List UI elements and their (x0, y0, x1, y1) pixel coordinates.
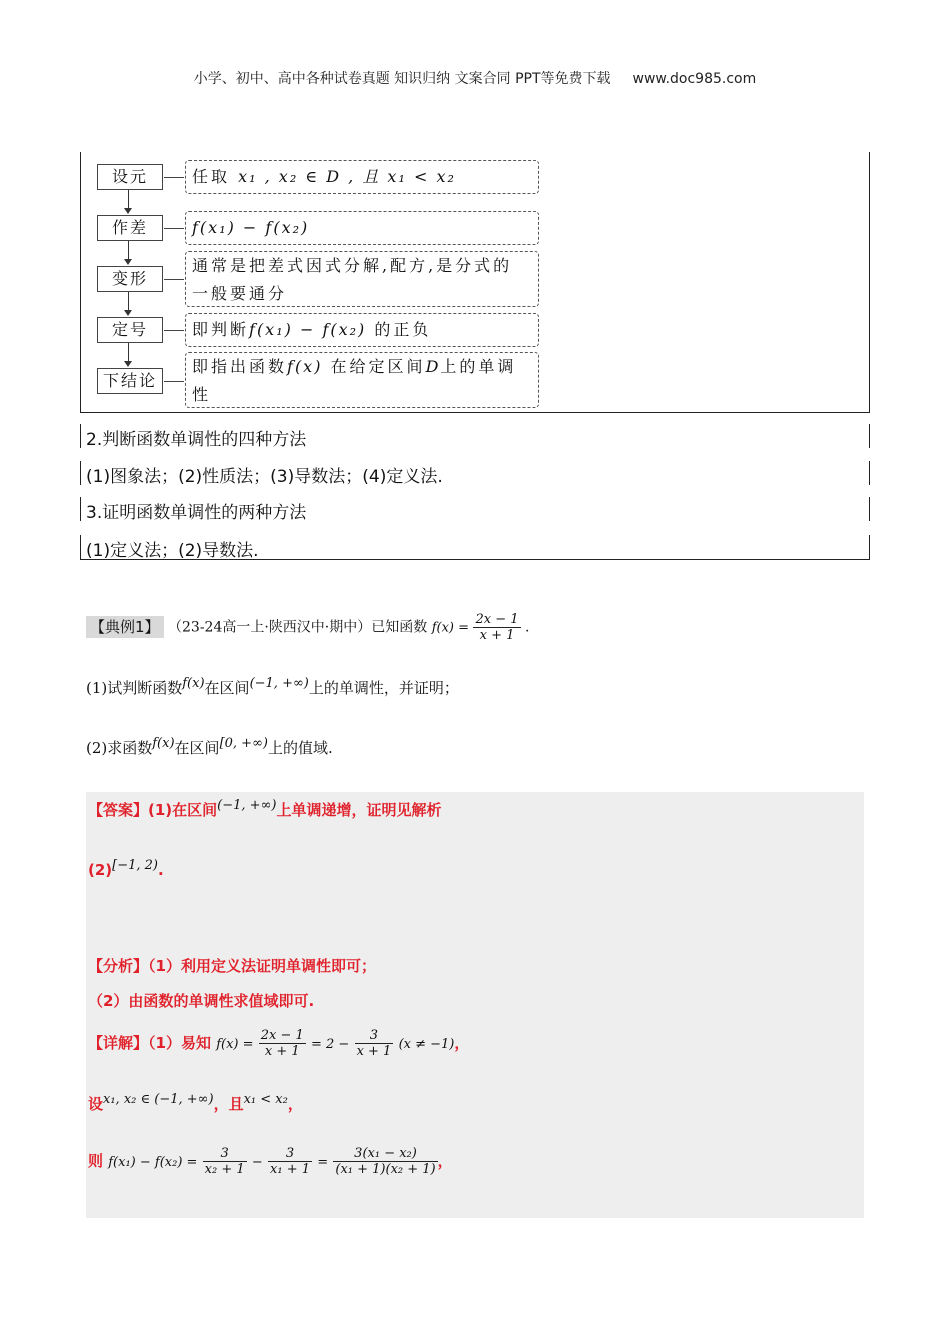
desc-box-diff (185, 211, 539, 245)
q-math: f(x) (182, 676, 205, 691)
desc-math: f(x₁) − f(x₂) (192, 218, 310, 237)
example-tag: 【典例1】 (86, 616, 164, 638)
connector-line (164, 228, 184, 229)
analysis-line-1 (88, 955, 376, 976)
desc-box-conclude (185, 352, 539, 408)
frame-right-line (869, 152, 870, 412)
detail-fraction (259, 1028, 306, 1059)
section-2-title: 2.判断函数单调性的四种方法 (86, 430, 307, 450)
q-text: (2)求函数 (86, 739, 153, 757)
connector-line (164, 279, 184, 280)
frame-divider (80, 412, 870, 413)
desc-text: 在给定区间 (330, 357, 426, 376)
frac-num: 3 (220, 1146, 229, 1161)
desc-math: x₁ , x₂ ∈ D , 且 x₁ < x₂ (238, 167, 456, 186)
row-border (80, 461, 81, 485)
punct: ， (287, 1095, 303, 1113)
arrow-down-icon (128, 343, 129, 365)
analysis-text: （2）由函数的单调性求值域即可. (88, 992, 315, 1010)
desc-box-set (185, 160, 539, 194)
question-1 (86, 676, 459, 698)
example-header (86, 612, 529, 643)
detail-text: 设 (88, 1095, 104, 1113)
header-text: 小学、初中、高中各种试卷真题 知识归纳 文案合同 PPT等免费下载 (193, 71, 611, 87)
frame-left-line (80, 152, 81, 412)
section-3-title: 3.证明函数单调性的两种方法 (86, 503, 307, 523)
answer-math: (−1, +∞) (217, 798, 277, 813)
connector-line (164, 330, 184, 331)
desc-text: 任取 (192, 167, 231, 186)
row-border (869, 461, 870, 485)
answer-line-1 (88, 798, 441, 820)
step-box-diff: 作差 (97, 215, 163, 241)
detail-math: = 2 − (311, 1037, 350, 1052)
detail-fraction (268, 1146, 312, 1177)
frac-num: 3(x₁ − x₂) (354, 1146, 417, 1161)
step-box-transform: 变形 (97, 266, 163, 292)
frac-den: x₁ + 1 (270, 1162, 311, 1177)
q-text: 上的值域. (267, 739, 333, 757)
detail-tag: 【详解】 (88, 1034, 149, 1052)
detail-text: ，且 (213, 1095, 244, 1113)
analysis-tag: 【分析】 (88, 957, 149, 975)
detail-math: − (251, 1155, 263, 1170)
step-box-conclude: 下结论 (97, 368, 163, 394)
q-math: (−1, +∞) (249, 676, 309, 691)
answer-text: (2) (88, 861, 113, 879)
connector-line (164, 381, 184, 382)
frac-den: x₂ + 1 (204, 1162, 245, 1177)
desc-text: 的正负 (374, 320, 432, 339)
detail-text: （1）易知 (148, 1034, 211, 1052)
arrow-down-icon (128, 241, 129, 263)
punct: ， (437, 1152, 453, 1170)
row-border (869, 424, 870, 448)
example-source: （23-24高一上·陕西汉中·期中）已知函数 (168, 619, 428, 636)
q-text: 上的单调性，并证明； (308, 679, 459, 697)
desc-text: 一般要通分 (192, 284, 288, 303)
desc-text: 性 (192, 385, 212, 404)
row-border (869, 497, 870, 521)
detail-math: f(x) = (216, 1037, 254, 1052)
step-box-set: 设元 (97, 164, 163, 190)
q-math: [0, +∞) (219, 736, 268, 751)
desc-math: f(x) (287, 357, 323, 376)
frac-den: (x₁ + 1)(x₂ + 1) (335, 1162, 436, 1177)
detail-math: x₁ < x₂ (243, 1092, 288, 1107)
desc-text: 即指出函数 (192, 357, 288, 376)
frac-den: x + 1 (356, 1044, 392, 1059)
q-math: f(x) (152, 736, 175, 751)
detail-fraction (355, 1028, 394, 1059)
desc-text: 即判断 (192, 320, 250, 339)
frac-num: 2x − 1 (260, 1028, 304, 1043)
answer-text: . (158, 861, 164, 879)
frac-num: 3 (369, 1028, 379, 1043)
section-3-body: (1)定义法；(2)导数法. (86, 541, 259, 561)
header-url: www.doc985.com (632, 71, 757, 87)
question-2 (86, 736, 333, 758)
section-2-body: (1)图象法；(2)性质法；(3)导数法；(4)定义法. (86, 467, 443, 487)
detail-fraction (333, 1146, 437, 1177)
desc-math: f(x₁) − f(x₂) (249, 320, 367, 339)
desc-box-sign (185, 313, 539, 347)
analysis-line-2 (88, 990, 314, 1011)
detail-line-1 (88, 1028, 469, 1059)
answer-text: (1)在区间 (148, 801, 218, 819)
q-text: (1)试判断函数 (86, 679, 183, 697)
func-fraction (473, 612, 520, 643)
analysis-text: （1）利用定义法证明单调性即可； (148, 957, 376, 975)
desc-text: 通常是把差式因式分解,配方,是分式的 (192, 256, 513, 275)
frame-bottom-line (80, 559, 870, 560)
answer-math: [−1, 2) (112, 858, 158, 873)
detail-line-3 (88, 1146, 453, 1177)
q-text: 在区间 (174, 739, 220, 757)
step-box-sign: 定号 (97, 317, 163, 343)
detail-math: = (317, 1155, 329, 1170)
arrow-down-icon (128, 292, 129, 314)
row-border (869, 535, 870, 559)
frac-num: 3 (285, 1146, 295, 1161)
punct: ， (454, 1034, 470, 1052)
row-border (80, 535, 81, 559)
answer-text: 上单调递增，证明见解析 (276, 801, 442, 819)
detail-fraction (203, 1146, 247, 1177)
row-border (80, 424, 81, 448)
arrow-down-icon (128, 190, 129, 212)
answer-tag: 【答案】 (88, 801, 149, 819)
row-border (80, 497, 81, 521)
detail-math: f(x₁) − f(x₂) = (108, 1155, 198, 1170)
connector-line (164, 177, 184, 178)
page-header (0, 68, 950, 88)
frac-den: x + 1 (473, 627, 520, 643)
punct: . (524, 619, 530, 636)
func-lhs: f(x) = (431, 620, 470, 636)
detail-math: x₁, x₂ ∈ (−1, +∞) (103, 1092, 214, 1107)
detail-line-2 (88, 1092, 303, 1114)
desc-box-transform (185, 251, 539, 307)
answer-line-2 (88, 858, 164, 879)
desc-math: D (425, 357, 441, 376)
desc-text: 上的单调 (440, 357, 517, 376)
detail-text: 则 (88, 1152, 104, 1170)
detail-math: (x ≠ −1) (398, 1037, 455, 1052)
frac-den: x + 1 (259, 1043, 306, 1059)
frac-num: 2x − 1 (475, 612, 519, 627)
q-text: 在区间 (204, 679, 250, 697)
